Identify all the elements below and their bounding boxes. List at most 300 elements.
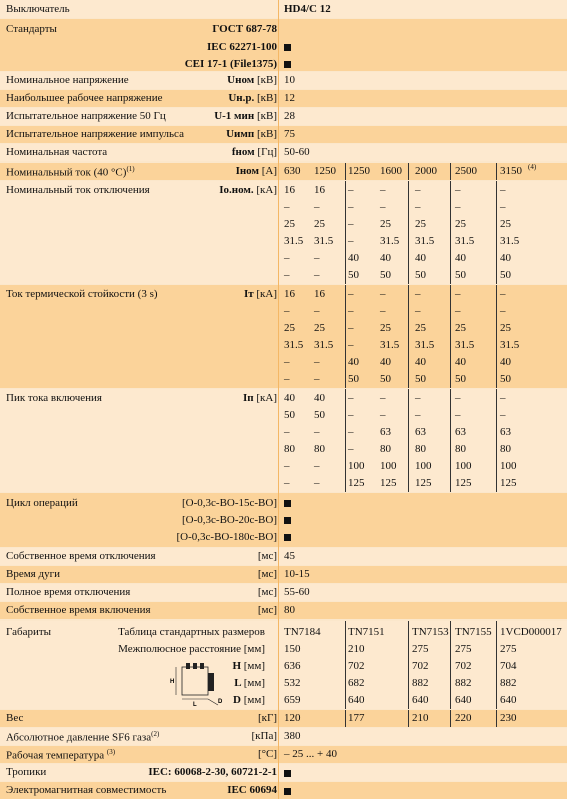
dimension-cell: 704 <box>500 660 517 672</box>
weight-value: 220 <box>455 712 472 724</box>
dimension-cell: 210 <box>348 643 365 655</box>
thermal-cell: – <box>314 305 320 317</box>
cycle-item: [O-0,3c-BO-15c-BO] <box>182 497 277 509</box>
column-separator <box>345 389 346 492</box>
breaking-cell: – <box>284 269 290 281</box>
thermal-cell: – <box>500 305 506 317</box>
thermal-cell: 50 <box>415 373 426 385</box>
breaking-cell: 25 <box>415 218 426 230</box>
making-cell: 100 <box>415 460 432 472</box>
check-mark-tropics <box>284 770 291 777</box>
voltage-value: 12 <box>284 92 295 104</box>
time-unit: [мс] <box>257 550 277 562</box>
making-cell: – <box>380 409 386 421</box>
voltage-symbol: U-1 мин <box>214 110 255 122</box>
making-section <box>0 389 567 492</box>
voltage-row <box>0 144 567 161</box>
breaking-cell: 50 <box>380 269 391 281</box>
thermal-cell: 25 <box>500 322 511 334</box>
dimension-cell: 702 <box>348 660 365 672</box>
making-cell: 63 <box>380 426 391 438</box>
pressure-unit: [кПа] <box>251 730 277 742</box>
breaking-cell: 50 <box>500 269 511 281</box>
thermal-cell: – <box>455 305 461 317</box>
voltage-label: Номинальное напряжение <box>6 74 129 86</box>
dim-d-label: D [мм] <box>233 694 265 706</box>
making-cell: 63 <box>455 426 466 438</box>
rated-current-row <box>0 163 567 180</box>
dimension-cell: 640 <box>500 694 517 706</box>
thermal-cell: 25 <box>455 322 466 334</box>
emc-row <box>0 782 567 799</box>
breaking-cell: – <box>500 201 506 213</box>
thermal-cell: – <box>348 339 354 351</box>
thermal-cell: – <box>284 305 290 317</box>
thermal-cell: – <box>455 288 461 300</box>
temperature-value: – 25 ... + 40 <box>284 748 337 760</box>
making-cell: 63 <box>415 426 426 438</box>
breaking-cell: – <box>348 201 354 213</box>
temperature-label: Рабочая температура $^{(3)}$ <box>6 748 116 762</box>
voltage-unit <box>227 74 277 86</box>
fig-d-text: D <box>218 699 223 705</box>
making-cell: – <box>380 392 386 404</box>
voltage-value: 50-60 <box>284 146 310 158</box>
rated-current-footnote: (4) <box>528 163 537 171</box>
breaking-cell: – <box>455 184 461 196</box>
standard-gost: ГОСТ 687-78 <box>212 23 277 35</box>
time-label: Время дуги <box>6 568 60 580</box>
dimension-cell: 275 <box>455 643 472 655</box>
time-row <box>0 566 567 583</box>
making-cell: – <box>348 426 354 438</box>
voltage-symbol: Uн.р. <box>228 92 255 104</box>
column-separator <box>496 710 497 727</box>
making-cell: – <box>314 477 320 489</box>
rated-current-value: 1250 <box>348 165 370 177</box>
breaking-unit <box>219 184 277 196</box>
thermal-cell: 31.5 <box>455 339 475 351</box>
thermal-cell: 50 <box>455 373 466 385</box>
thermal-cell: 40 <box>348 356 359 368</box>
thermal-cell: 40 <box>380 356 391 368</box>
weight-label: Вес <box>6 712 24 724</box>
making-cell: – <box>284 477 290 489</box>
thermal-cell: 50 <box>500 373 511 385</box>
breaking-cell: 40 <box>380 252 391 264</box>
thermal-cell: 40 <box>455 356 466 368</box>
breaking-unit-text: [кА] <box>256 184 277 196</box>
dimension-cell: 659 <box>284 694 301 706</box>
voltage-label: Наибольшее рабочее напряжение <box>6 92 163 104</box>
pole-distance-label: Межполюсное расстояние [мм] <box>118 643 265 655</box>
voltage-symbol: Uимп <box>226 128 255 140</box>
tropics-row <box>0 764 567 781</box>
making-cell: 80 <box>455 443 466 455</box>
time-value: 55-60 <box>284 586 310 598</box>
dim-l-label: L [мм] <box>234 677 265 689</box>
column-divider <box>278 0 279 799</box>
voltage-symbol: Uном <box>227 74 255 86</box>
time-value: 10-15 <box>284 568 310 580</box>
column-separator <box>496 163 497 180</box>
column-separator <box>450 181 451 284</box>
thermal-cell: 50 <box>348 373 359 385</box>
dimension-cell: 882 <box>455 677 472 689</box>
column-separator <box>345 710 346 727</box>
header-label: Выключатель <box>6 3 70 15</box>
breaking-section <box>0 181 567 284</box>
making-cell: – <box>415 409 421 421</box>
dimension-cell: 682 <box>348 677 365 689</box>
dimension-cell: 1VCD000017 <box>500 626 562 638</box>
rated-current-label: Номинальный ток (40 °C)$^{(1)}$ <box>6 165 135 179</box>
thermal-cell: 31.5 <box>314 339 334 351</box>
making-cell: – <box>348 409 354 421</box>
thermal-section <box>0 285 567 388</box>
thermal-cell: 25 <box>284 322 295 334</box>
rated-current-value: 1600 <box>380 165 402 177</box>
breaking-cell: – <box>284 252 290 264</box>
breaking-cell: 50 <box>348 269 359 281</box>
check-mark-cycle <box>284 500 291 507</box>
pressure-value: 380 <box>284 730 301 742</box>
thermal-cell: 40 <box>415 356 426 368</box>
rated-current-value: 2000 <box>415 165 437 177</box>
making-cell: 40 <box>284 392 295 404</box>
dimension-cell: 702 <box>455 660 472 672</box>
column-separator <box>408 285 409 388</box>
temperature-row <box>0 746 567 763</box>
breaking-cell: 40 <box>348 252 359 264</box>
making-label: Пик тока включения <box>6 392 102 404</box>
column-separator <box>496 285 497 388</box>
breaking-cell: 31.5 <box>314 235 334 247</box>
standards-label: Стандарты <box>6 23 57 35</box>
weight-value: 177 <box>348 712 365 724</box>
making-cell: – <box>314 426 320 438</box>
breaking-cell: – <box>348 235 354 247</box>
thermal-cell: 25 <box>314 322 325 334</box>
column-separator <box>408 621 409 709</box>
making-cell: 50 <box>314 409 325 421</box>
thermal-cell: 50 <box>380 373 391 385</box>
column-separator <box>408 389 409 492</box>
breaking-symbol: Io.ном. <box>219 184 254 196</box>
voltage-symbol: fном <box>231 146 255 158</box>
making-cell: 80 <box>500 443 511 455</box>
tropics-standard: IEC: 60068-2-30, 60721-2-1 <box>148 766 277 778</box>
thermal-cell: – <box>380 288 386 300</box>
thermal-cell: – <box>348 305 354 317</box>
rated-current-value: 2500 <box>455 165 477 177</box>
time-row <box>0 548 567 565</box>
making-cell: – <box>455 409 461 421</box>
dimensions-table-label: Таблица стандартных размеров <box>118 626 265 638</box>
weight-value: 210 <box>412 712 429 724</box>
making-cell: 80 <box>415 443 426 455</box>
time-unit: [мс] <box>257 568 277 580</box>
breaking-cell: 31.5 <box>500 235 520 247</box>
making-cell: – <box>455 392 461 404</box>
column-separator <box>408 181 409 284</box>
dimension-cell: 882 <box>500 677 517 689</box>
making-cell: 125 <box>415 477 432 489</box>
time-row <box>0 584 567 601</box>
fig-h-text: H <box>170 679 175 685</box>
breaking-cell: – <box>380 201 386 213</box>
making-cell: 100 <box>500 460 517 472</box>
thermal-cell: 31.5 <box>415 339 435 351</box>
column-separator <box>345 181 346 284</box>
voltage-row <box>0 90 567 107</box>
column-separator <box>345 163 346 180</box>
thermal-cell: 40 <box>500 356 511 368</box>
making-cell: 100 <box>380 460 397 472</box>
voltage-label: Номинальная частота <box>6 146 108 158</box>
thermal-cell: – <box>415 288 421 300</box>
thermal-cell: – <box>380 305 386 317</box>
thermal-cell: – <box>314 373 320 385</box>
making-cell: – <box>284 426 290 438</box>
breaking-cell: – <box>380 184 386 196</box>
dimension-cell: TN7153 <box>412 626 449 638</box>
dimension-cell: 275 <box>412 643 429 655</box>
making-cell: – <box>314 460 320 472</box>
standard-cei: CEI 17-1 (File1375) <box>184 58 277 70</box>
breaking-cell: – <box>500 184 506 196</box>
breaking-cell: – <box>455 201 461 213</box>
breaking-cell: 25 <box>314 218 325 230</box>
column-separator <box>345 285 346 388</box>
thermal-cell: – <box>314 356 320 368</box>
dimension-cell: 150 <box>284 643 301 655</box>
breaking-cell: – <box>314 252 320 264</box>
dimension-cell: 532 <box>284 677 301 689</box>
weight-row <box>0 710 567 727</box>
dimension-cell: 702 <box>412 660 429 672</box>
making-cell: – <box>500 392 506 404</box>
making-cell: 80 <box>284 443 295 455</box>
dimension-cell: 636 <box>284 660 301 672</box>
thermal-cell: 31.5 <box>284 339 304 351</box>
voltage-unit <box>232 146 277 158</box>
breaking-cell: 40 <box>415 252 426 264</box>
check-mark-cei <box>284 61 291 68</box>
voltage-label: Испытательное напряжение импульса <box>6 128 184 140</box>
breaking-cell: 50 <box>415 269 426 281</box>
breaking-cell: 25 <box>380 218 391 230</box>
dim-h-label: H [мм] <box>232 660 265 672</box>
dimension-cell: 275 <box>500 643 517 655</box>
voltage-unit <box>226 128 277 140</box>
making-cell: – <box>348 392 354 404</box>
weight-value: 230 <box>500 712 517 724</box>
column-separator <box>496 389 497 492</box>
breaking-cell: 40 <box>455 252 466 264</box>
voltage-unit-text: [кВ] <box>256 92 277 104</box>
voltage-unit-text: [кВ] <box>256 74 277 86</box>
column-separator <box>408 163 409 180</box>
time-row <box>0 602 567 619</box>
column-separator <box>450 621 451 709</box>
rated-current-value: 1250 <box>314 165 336 177</box>
voltage-value: 28 <box>284 110 295 122</box>
time-label: Собственное время отключения <box>6 550 156 562</box>
breaking-cell: – <box>284 201 290 213</box>
column-separator <box>496 621 497 709</box>
voltage-row <box>0 126 567 143</box>
breaking-cell: 16 <box>314 184 325 196</box>
dimension-cell: 640 <box>412 694 429 706</box>
making-cell: 63 <box>500 426 511 438</box>
breaker-dimensions-figure <box>168 661 226 707</box>
pressure-row <box>0 728 567 745</box>
breaking-cell: 31.5 <box>415 235 435 247</box>
time-label: Собственное время включения <box>6 604 151 616</box>
rated-current-value: 630 <box>284 165 301 177</box>
time-unit: [мс] <box>257 604 277 616</box>
column-separator <box>450 710 451 727</box>
emc-label: Электромагнитная совместимость <box>6 784 167 796</box>
fig-l-text: L <box>193 702 197 707</box>
thermal-symbol: Iт <box>243 288 254 300</box>
pressure-label: Абсолютное давление SF6 газа$^{(2)}$ <box>6 730 160 744</box>
time-value: 45 <box>284 550 295 562</box>
cycle-item: [O-0,3c-BO-180c-BO] <box>176 531 277 543</box>
breaking-cell: 31.5 <box>455 235 475 247</box>
voltage-value: 75 <box>284 128 295 140</box>
making-cell: – <box>415 392 421 404</box>
column-separator <box>450 163 451 180</box>
voltage-unit-text: [Гц] <box>257 146 277 158</box>
breaking-cell: – <box>348 184 354 196</box>
thermal-cell: 16 <box>314 288 325 300</box>
breaking-label: Номинальный ток отключения <box>6 184 150 196</box>
thermal-cell: – <box>348 288 354 300</box>
thermal-cell: 31.5 <box>500 339 520 351</box>
making-cell: 125 <box>500 477 517 489</box>
cycle-label: Цикл операций <box>6 497 78 509</box>
dimension-cell: TN7184 <box>284 626 321 638</box>
column-separator <box>408 710 409 727</box>
making-cell: – <box>348 443 354 455</box>
making-cell: 100 <box>348 460 365 472</box>
making-unit-text: [кА] <box>256 392 277 404</box>
column-separator <box>450 285 451 388</box>
tropics-label: Тропики <box>6 766 47 778</box>
column-separator <box>345 621 346 709</box>
column-separator <box>496 181 497 284</box>
rated-current-unit: Iном [A] <box>235 165 277 177</box>
rated-current-value: 3150 <box>500 165 522 177</box>
voltage-unit-text: [кВ] <box>256 110 277 122</box>
breaking-cell: 40 <box>500 252 511 264</box>
thermal-cell: – <box>500 288 506 300</box>
breaking-cell: 50 <box>455 269 466 281</box>
breaking-cell: 31.5 <box>380 235 400 247</box>
check-mark-cycle <box>284 534 291 541</box>
making-cell: 100 <box>455 460 472 472</box>
making-cell: – <box>284 460 290 472</box>
dimension-cell: 882 <box>412 677 429 689</box>
weight-value: 120 <box>284 712 301 724</box>
check-mark-emc <box>284 788 291 795</box>
making-cell: – <box>500 409 506 421</box>
making-symbol: Iп <box>243 392 254 404</box>
dimension-cell: TN7151 <box>348 626 385 638</box>
breaking-cell: 16 <box>284 184 295 196</box>
voltage-label: Испытательное напряжение 50 Гц <box>6 110 166 122</box>
thermal-cell: 25 <box>380 322 391 334</box>
header-row <box>0 0 567 18</box>
making-cell: 125 <box>380 477 397 489</box>
time-value: 80 <box>284 604 295 616</box>
thermal-cell: 16 <box>284 288 295 300</box>
breaking-cell: 25 <box>455 218 466 230</box>
breaking-cell: – <box>415 184 421 196</box>
breaking-cell: 25 <box>500 218 511 230</box>
time-unit: [мс] <box>257 586 277 598</box>
thermal-label: Ток термической стойкости (3 s) <box>6 288 158 300</box>
cycle-item: [O-0,3c-BO-20c-BO] <box>182 514 277 526</box>
thermal-cell: – <box>284 373 290 385</box>
voltage-unit <box>214 110 277 122</box>
column-separator <box>450 389 451 492</box>
breaking-cell: – <box>348 218 354 230</box>
voltage-row <box>0 72 567 89</box>
temperature-unit: [°C] <box>257 748 277 760</box>
making-cell: 125 <box>455 477 472 489</box>
thermal-cell: 31.5 <box>380 339 400 351</box>
voltage-row <box>0 108 567 125</box>
cycle-section <box>0 493 567 547</box>
thermal-cell: – <box>348 322 354 334</box>
breaking-cell: – <box>314 201 320 213</box>
making-cell: 80 <box>314 443 325 455</box>
thermal-unit <box>244 288 277 300</box>
header-value: HD4/C 12 <box>284 3 331 15</box>
emc-standard: IEC 60694 <box>227 784 277 796</box>
making-cell: 50 <box>284 409 295 421</box>
breaking-cell: – <box>415 201 421 213</box>
dimension-cell: 640 <box>348 694 365 706</box>
making-cell: 125 <box>348 477 365 489</box>
breaking-cell: 31.5 <box>284 235 304 247</box>
dimensions-section <box>0 621 567 709</box>
voltage-value: 10 <box>284 74 295 86</box>
making-cell: 80 <box>380 443 391 455</box>
thermal-cell: – <box>284 356 290 368</box>
thermal-unit-text: [кА] <box>256 288 277 300</box>
weight-unit: [кГ] <box>257 712 277 724</box>
dimension-cell: TN7155 <box>455 626 492 638</box>
voltage-unit <box>228 92 277 104</box>
thermal-cell: – <box>415 305 421 317</box>
time-label: Полное время отключения <box>6 586 131 598</box>
thermal-cell: 25 <box>415 322 426 334</box>
breaking-cell: 25 <box>284 218 295 230</box>
check-mark-iec <box>284 44 291 51</box>
dimensions-label: Габариты <box>6 626 52 638</box>
dimension-cell: 640 <box>455 694 472 706</box>
check-mark-cycle <box>284 517 291 524</box>
standard-iec: IEC 62271-100 <box>207 41 277 53</box>
voltage-unit-text: [кВ] <box>256 128 277 140</box>
making-cell: 40 <box>314 392 325 404</box>
making-unit <box>243 392 277 404</box>
standards-section <box>0 19 567 71</box>
